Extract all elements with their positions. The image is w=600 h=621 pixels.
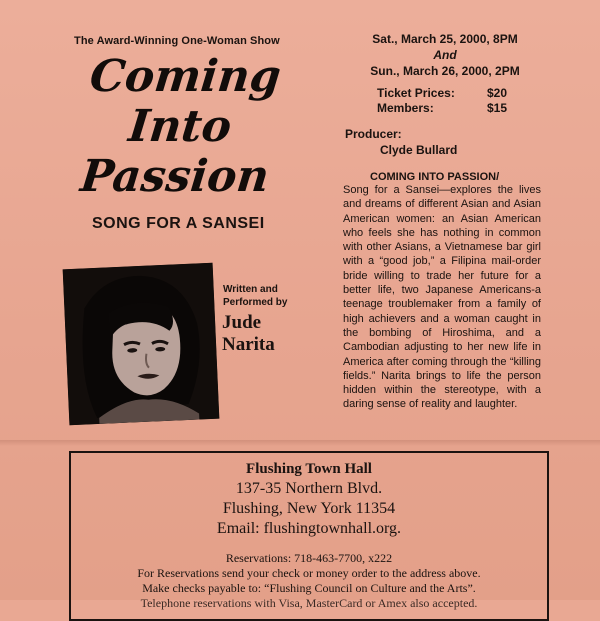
author-last-name: Narita	[222, 334, 275, 355]
fold-line	[0, 440, 600, 446]
show-dates	[345, 31, 545, 79]
title-line-3: Passion	[78, 151, 272, 202]
members-value: $15	[486, 101, 507, 115]
performer-photo	[63, 263, 220, 425]
award-line: The Award-Winning One-Woman Show	[74, 35, 280, 47]
venue-box	[69, 451, 549, 621]
producer-label: Producer:	[345, 127, 402, 141]
author-name	[222, 312, 275, 356]
date-sunday: Sun., March 26, 2000, 2PM	[370, 64, 520, 78]
venue-email[interactable]: Email: flushingtownhall.org.	[216, 520, 402, 537]
reservations-mail-note: For Reservations send your check or money order to the address above.	[137, 566, 481, 580]
members-label: Members:	[377, 101, 434, 115]
date-and: And	[433, 48, 457, 62]
venue-name: Flushing Town Hall	[246, 461, 372, 477]
venue-street: 137-35 Northern Blvd.	[235, 480, 383, 497]
performed-label: Performed by	[223, 297, 288, 308]
date-saturday: Sat., March 25, 2000, 8PM	[372, 32, 518, 46]
checks-payable: Make checks payable to: “Flushing Council on Culture and the Arts”.	[142, 581, 476, 595]
show-subtitle: SONG FOR A SANSEI	[92, 215, 265, 232]
title-line-1: Coming	[87, 51, 284, 102]
description-body: Song for a Sansei—explores the lives and dreams of different Asian and Asian American women: an Asian American who feels she has nothing in common with other Asians, a Vietnamese bar girl with a “good job,” a Filipina mail-order bride willing to trade her future for a better life, two Japanese Americans-a teenage troublemaker from a family of high achievers and a woman caught in the bombing of Hiroshima, and a Cambodian adjusting to her new life in America after coming through the “killing fields.” Narita brings to life the person hidden within the stereotype, with a daring sense of reality and laughter.	[343, 184, 541, 411]
price-row-members	[377, 101, 507, 116]
venue-city: Flushing, New York 11354	[222, 500, 396, 517]
tickets-label: Ticket Prices:	[377, 86, 455, 100]
price-row-tickets	[377, 86, 507, 101]
producer-name: Clyde Bullard	[380, 143, 458, 157]
show-title	[72, 52, 288, 202]
author-first-name: Jude	[222, 312, 262, 333]
description-heading: COMING INTO PASSION/	[370, 171, 500, 183]
spacer	[71, 539, 547, 551]
written-label: Written and	[223, 284, 278, 295]
reservations-phone: Reservations: 718-463-7700, x222	[225, 551, 393, 565]
title-line-2: Into	[126, 101, 234, 152]
credit-label	[223, 283, 287, 309]
phone-reservations-note: Telephone reservations with Visa, MasterCard or Amex also accepted.	[140, 596, 478, 610]
portrait-image	[63, 263, 220, 425]
ticket-prices	[377, 86, 507, 116]
tickets-value: $20	[486, 86, 507, 100]
